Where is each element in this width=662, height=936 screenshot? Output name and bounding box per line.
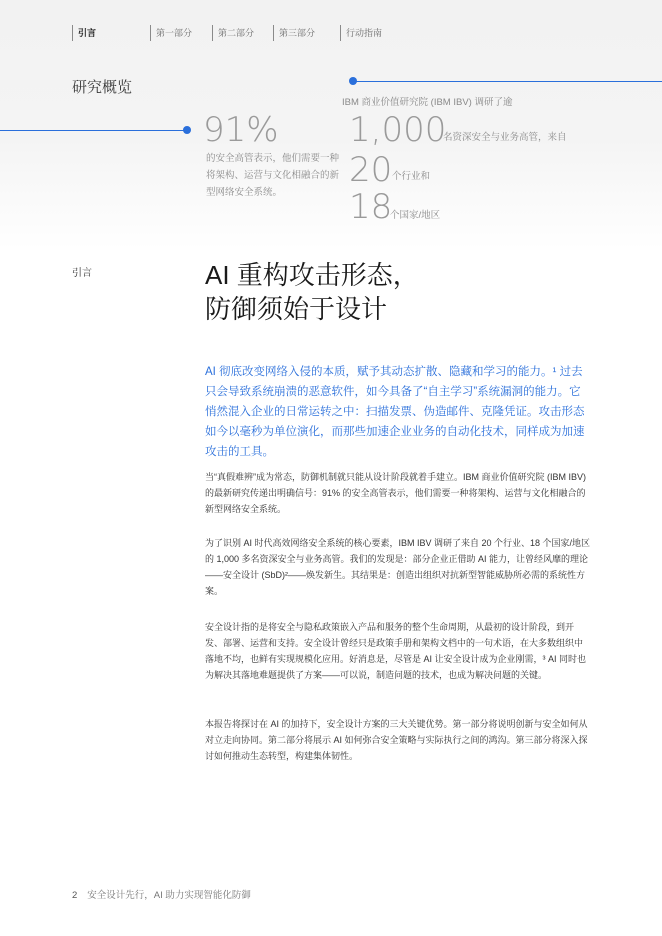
headline-line-2: 防御须始于设计 xyxy=(205,294,388,324)
accent-rule-left xyxy=(0,130,186,131)
footer-title: 安全设计先行，AI 助力实现智能化防御 xyxy=(87,890,251,901)
page-number: 2 xyxy=(72,890,78,901)
stat-percent: 91% xyxy=(203,110,279,150)
accent-dot-top xyxy=(349,77,357,85)
overview-title: 研究概览 xyxy=(72,79,133,96)
stat-countries-value: 18 xyxy=(349,187,393,227)
lead-paragraph: AI 彻底改变网络入侵的本质，赋予其动态扩散、隐藏和学习的能力。¹ 过去只会导致系统崩溃的恶意软件，如今具备了“自主学习”系统漏洞的能力。它悄然混入企业的日常运转之中：扫描发票、伪造邮件、克隆凭证。攻击形态如今以毫秒为单位演化，而那些加速企业业务的自动化技术，同样成为加速攻击的工具。 xyxy=(205,366,585,458)
nav-tab-part1[interactable]: 第一部分 xyxy=(150,25,192,41)
accent-dot-left xyxy=(183,126,191,134)
body-paragraph-3: 安全设计指的是将安全与隐私政策嵌入产品和服务的整个生命周期，从最初的设计阶段，到开发、部署、运营和支持。安全设计曾经只是政策手册和架构文档中的一句术语，在大多数组织中落地不均，也鲜有实现规模化应用。好消息是，尽管是 AI 让安全设计成为企业刚需，³ AI 同时也为解决其落地难题提供了方案——可以说，制造问题的技术，也成为解决问题的关键。 xyxy=(205,622,587,680)
accent-rule-top xyxy=(356,81,662,82)
nav-tab-part2[interactable]: 第二部分 xyxy=(212,25,254,41)
stat-industries-label: 个行业和 xyxy=(392,171,431,182)
nav-tab-part3[interactable]: 第三部分 xyxy=(273,25,315,41)
page-footer xyxy=(72,887,251,901)
body-paragraph-2: 为了识别 AI 时代高效网络安全系统的核心要素，IBM IBV 调研了来自 20 个行业、18 个国家/地区的 1,000 多名资深安全与业务高管。我们的发现是：部分企业正借助 AI 能力，让曾经风靡的理论——安全设计 (SbD)²——焕发新生。其结果是：创造出组织对抗新型智能威胁所必需的系统性方案。 xyxy=(205,538,591,596)
stat-percent-description: 的安全高管表示，他们需要一种将架构、运营与文化相融合的新型网络安全系统。 xyxy=(206,153,340,198)
summary-background xyxy=(0,0,662,250)
stat-respondents-label: 名资深安全与业务高管，来自 xyxy=(443,132,567,143)
stat-countries-label: 个国家/地区 xyxy=(390,210,441,221)
headline-line-1: AI 重构攻击形态， xyxy=(205,260,419,290)
nav-tab-action-guide[interactable]: 行动指南 xyxy=(340,25,382,41)
page-headline xyxy=(205,258,419,326)
body-paragraph-1: 当“真假难辨”成为常态，防御机制就只能从设计阶段就着手建立。IBM 商业价值研究院 (IBM IBV) 的最新研究传递出明确信号：91% 的安全高管表示，他们需要一种将架构、运营与文化相融合的新型网络安全系统。 xyxy=(205,472,586,514)
ibm-caption: IBM 商业价值研究院 (IBM IBV) 调研了逾 xyxy=(342,97,513,108)
nav-tab-intro[interactable]: 引言 xyxy=(72,25,96,41)
body-paragraph-4: 本报告将探讨在 AI 的加持下，安全设计方案的三大关键优势。第一部分将说明创新与安全如何从对立走向协同。第二部分将展示 AI 如何弥合安全策略与实际执行之间的鸿沟。第三部分将深入探讨如何推动生态转型，构建集体韧性。 xyxy=(205,719,588,761)
stat-respondents-value: 1,000 xyxy=(349,110,447,150)
stat-industries-value: 20 xyxy=(349,150,393,190)
section-label: 引言 xyxy=(72,268,92,279)
